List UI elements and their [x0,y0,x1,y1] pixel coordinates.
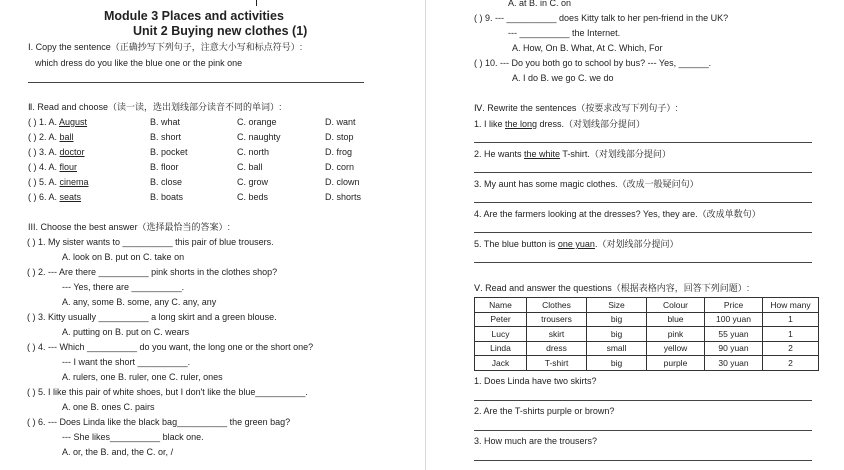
question-line: A. How, On B. What, At C. Which, For [512,43,663,53]
option-d: D. shorts [325,192,362,202]
answer-line [474,430,812,431]
read-question: 3. How much are the trousers? [474,436,598,446]
read-question: 1. Does Linda have two skirts? [474,376,597,386]
option-a: seats [59,192,82,202]
q5-instruction: .（对划线部分提问） [594,239,679,249]
question-line: --- Yes, there are __________. [62,282,185,292]
table-cell: blue [647,312,705,327]
table-cell: 55 yuan [705,327,763,342]
question-line: A. putting on B. put on C. wears [62,327,190,337]
part3-heading: III. Choose the best answer（选择最恰当的答案）: [28,222,231,232]
table-row [475,356,819,371]
option-c: C. orange [237,117,277,127]
table-cell: big [587,356,647,371]
question-line: ( ) 3. Kitty usually __________ a long skirt and a green blouse. [27,312,277,322]
choice-row [28,117,87,128]
option-d: D. clown [325,177,360,187]
part1-heading: Ⅰ. Copy the sentence（正确抄写下列句子，注意大小写和标点符号）: [28,42,303,52]
q2-text: 2. He wants [474,149,525,159]
module-title: Module 3 Places and activities [104,9,284,23]
option-b: B. what [150,117,181,127]
option-c: C. grow [237,177,269,187]
table-cell: 2 [763,341,819,356]
table-cell: purple [647,356,705,371]
question-line: A. one B. ones C. pairs [62,402,155,412]
choice-row [28,177,89,188]
table-cell: 30 yuan [705,356,763,371]
option-b: B. floor [150,162,179,172]
q1-instruction: dress.（对划线部分提问） [537,119,646,129]
option-c: C. naughty [237,132,281,142]
answer-line [474,172,812,173]
table-cell: dress [527,341,587,356]
header-cell: Name [475,298,527,313]
answer-line [474,202,812,203]
part2-heading: Ⅱ. Read and choose（读一读，选出划线部分读音不同的单词）: [28,102,282,112]
row-number: ( ) 2. A. [28,132,60,142]
option-d: D. corn [325,162,355,172]
part5-heading: Ⅴ. Read and answer the questions（根据表格内容，回答下列问题）: [474,283,750,293]
copy-sentence: which dress do you like the blue one or the pink one [35,58,243,68]
table-cell: 1 [763,327,819,342]
row-number: ( ) 1. A. [28,117,60,127]
table-cell: trousers [527,312,587,327]
q2-instruction: T-shirt.（对划线部分提问） [560,149,671,159]
q5-underlined: one yuan [557,239,595,249]
question-line: A. at B. in C. on [508,0,572,8]
answer-line [474,232,812,233]
table-row [475,341,819,356]
header-cell: Colour [647,298,705,313]
table-cell: skirt [527,327,587,342]
row-number: ( ) 5. A. [28,177,60,187]
choice-row [28,192,81,203]
top-mark [256,0,257,6]
option-b: B. close [150,177,183,187]
option-b: B. boats [150,192,184,202]
table-cell: big [587,312,647,327]
table-row [475,312,819,327]
option-a: ball [59,132,74,142]
answer-line [474,460,812,461]
question-line: ( ) 1. My sister wants to __________ this pair of blue trousers. [27,237,274,247]
rewrite-q3: 3. My aunt has some magic clothes.（改成一般疑问句） [474,179,699,189]
part4-heading: Ⅳ. Rewrite the sentences（按要求改写下列句子）: [474,103,678,113]
question-line: A. or, the B. and, the C. or, / [62,447,174,457]
header-cell: Clothes [527,298,587,313]
q1-underlined: the long [505,119,538,129]
option-a: doctor [59,147,85,157]
answer-line [474,400,812,401]
page-divider [425,0,426,470]
answer-line [474,142,812,143]
unit-title: Unit 2 Buying new clothes (1) [133,24,308,38]
rewrite-q5 [474,239,678,250]
option-d: D. frog [325,147,353,157]
question-line: ( ) 5. I like this pair of white shoes, but I don't like the blue__________. [27,387,308,397]
question-line: --- She likes__________ black one. [62,432,204,442]
option-d: D. want [325,117,356,127]
question-line: A. rulers, one B. ruler, one C. ruler, ones [62,372,223,382]
q1-text: 1. I like [474,119,506,129]
table-cell: 1 [763,312,819,327]
table-cell: 2 [763,356,819,371]
option-b: B. pocket [150,147,188,157]
choice-row [28,162,77,173]
option-c: C. beds [237,192,269,202]
table-cell: Jack [475,356,527,371]
row-number: ( ) 6. A. [28,192,60,202]
question-line: --- __________ the Internet. [508,28,621,38]
question-line: A. any, some B. some, any C. any, any [62,297,217,307]
q2-underlined: the white [524,149,561,159]
table-cell: 90 yuan [705,341,763,356]
table-cell: Lucy [475,327,527,342]
question-line: ( ) 10. --- Do you both go to school by bus? --- Yes, ______. [474,58,712,68]
q5-text: 5. The blue button is [474,239,558,249]
table-cell: Peter [475,312,527,327]
option-b: B. short [150,132,182,142]
question-line: ( ) 4. --- Which __________ do you want, the long one or the short one? [27,342,314,352]
row-number: ( ) 4. A. [28,162,60,172]
table-cell: small [587,341,647,356]
table-cell: big [587,327,647,342]
rewrite-q2 [474,149,671,160]
answer-line [474,262,812,263]
rewrite-q4: 4. Are the farmers looking at the dresses? Yes, they are.（改成单数句） [474,209,761,219]
choice-row [28,147,85,158]
row-number: ( ) 3. A. [28,147,60,157]
question-line: ( ) 6. --- Does Linda like the black bag__________ the green bag? [27,417,291,427]
option-a: cinema [59,177,89,187]
question-line: ( ) 2. --- Are there __________ pink shorts in the clothes shop? [27,267,278,277]
clothes-table [474,297,819,371]
option-d: D. stop [325,132,354,142]
option-c: C. north [237,147,270,157]
question-line: A. look on B. put on C. take on [62,252,185,262]
table-header-row [475,298,819,313]
header-cell: Price [705,298,763,313]
option-a: August [59,117,88,127]
table-row [475,327,819,342]
question-line: ( ) 9. --- __________ does Kitty talk to her pen-friend in the UK? [474,13,729,23]
option-c: C. ball [237,162,263,172]
option-a: flour [59,162,78,172]
header-cell: Size [587,298,647,313]
choice-row [28,132,74,143]
rewrite-q1 [474,119,645,130]
table-cell: T-shirt [527,356,587,371]
header-cell: How many [763,298,819,313]
question-line: A. I do B. we go C. we do [512,73,614,83]
table-cell: pink [647,327,705,342]
table-cell: Linda [475,341,527,356]
read-question: 2. Are the T-shirts purple or brown? [474,406,615,416]
table-cell: yellow [647,341,705,356]
question-line: --- I want the short __________. [62,357,191,367]
table-cell: 100 yuan [705,312,763,327]
answer-line [28,82,364,83]
